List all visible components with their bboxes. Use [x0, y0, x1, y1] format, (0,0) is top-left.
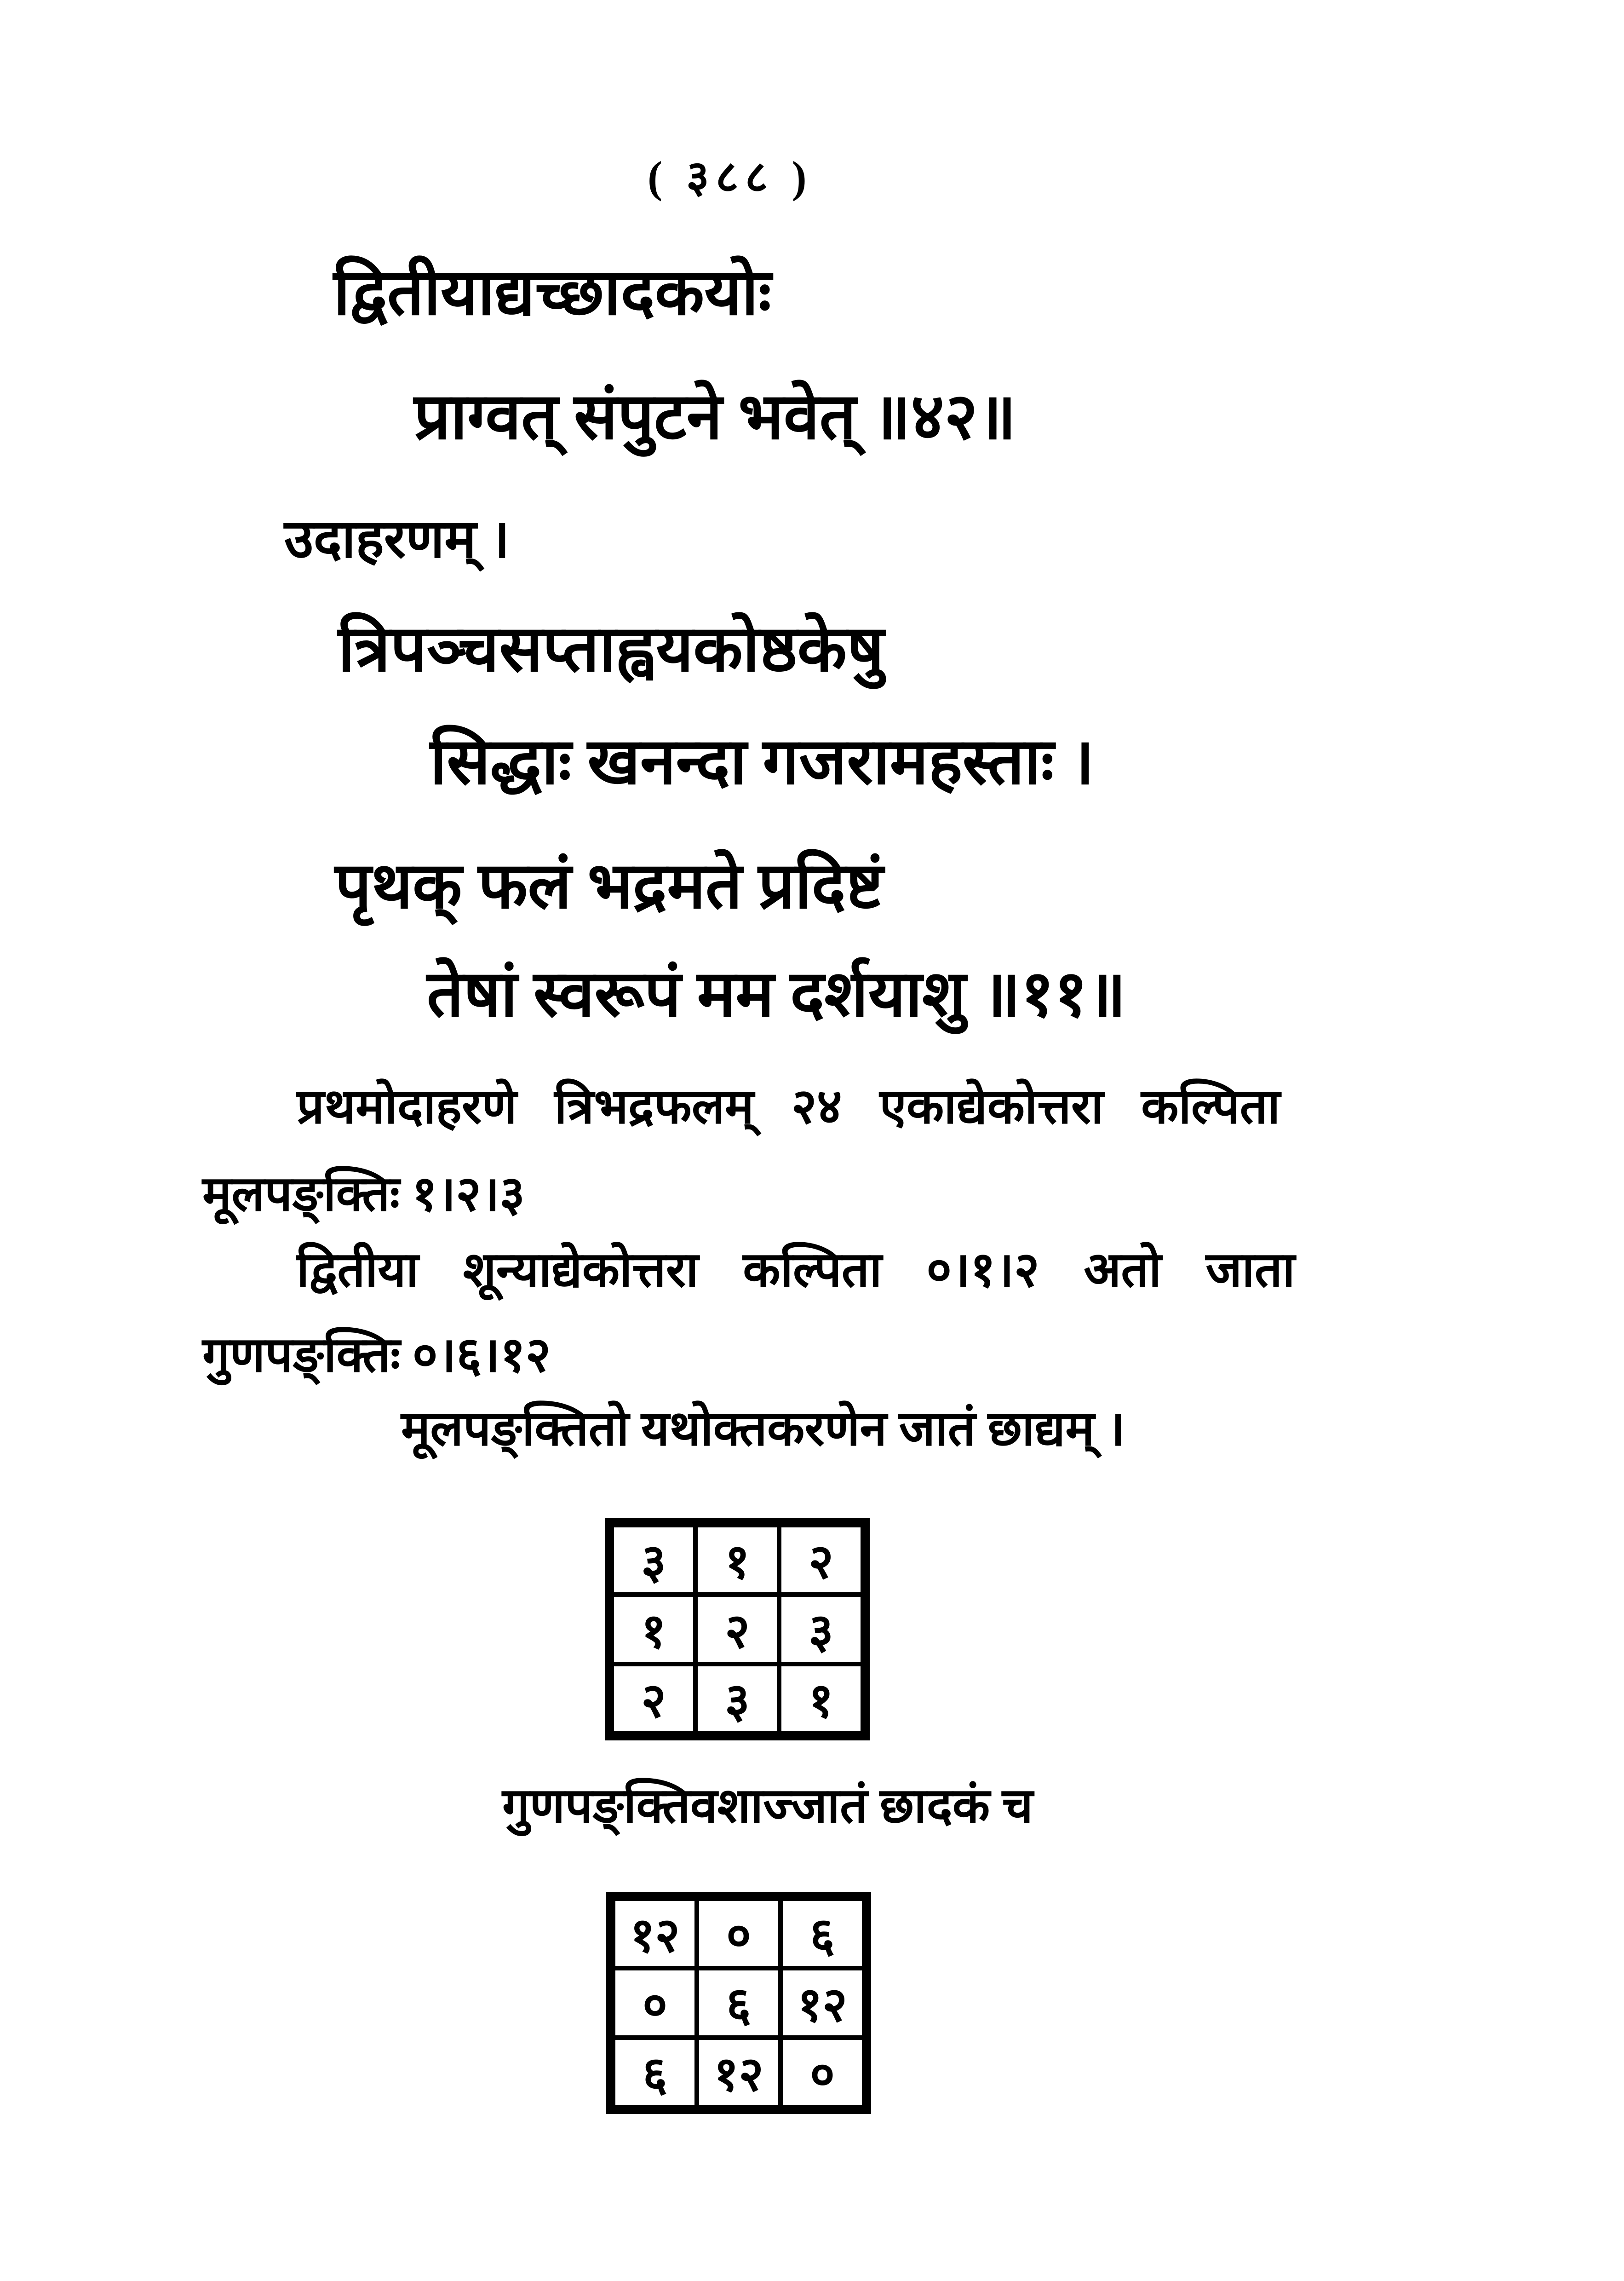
prose-line-5: मूलपङ्क्तितो यथोक्तकरणेन जातं छाद्यम् । — [401, 1402, 1125, 1456]
chadya-grid-cell: १ — [779, 1664, 865, 1736]
chadaka-grid-cell: ६ — [780, 1896, 867, 1968]
chadaka-grid — [606, 1892, 871, 2114]
chadaka-grid-cell: १२ — [780, 1968, 867, 2038]
chadaka-grid-cell: १२ — [611, 1896, 697, 1968]
chadaka-grid-cell: ० — [697, 1896, 780, 1968]
verse-11-line-2: सिद्धाः खनन्दा गजरामहस्ताः । — [430, 726, 1095, 798]
chadya-grid-cell: २ — [779, 1523, 865, 1595]
chadaka-grid-cell: ६ — [611, 2038, 697, 2109]
verse-42-line-2: प्राग्वत् संपुटने भवेत् ॥४२॥ — [414, 381, 1016, 453]
chadya-grid-cell: ३ — [695, 1664, 779, 1736]
chadya-grid-cell: २ — [609, 1664, 695, 1736]
chadaka-grid-cell: १२ — [697, 2038, 780, 2109]
chadaka-grid-cell: ० — [780, 2038, 867, 2109]
chadaka-grid-cell: ६ — [697, 1968, 780, 2038]
chadya-grid-cell: ३ — [609, 1523, 695, 1595]
prose-line-4: गुणपङ्क्तिः ०।६।१२ — [202, 1328, 551, 1382]
chadya-grid-cell: २ — [695, 1595, 779, 1664]
chadaka-grid-row — [611, 2038, 867, 2109]
prose-line-2: मूलपङ्क्तिः १।२।३ — [202, 1167, 525, 1221]
example-heading: उदाहरणम् । — [284, 510, 510, 569]
chadya-grid-row — [609, 1523, 865, 1595]
chadya-grid-cell: ३ — [779, 1595, 865, 1664]
chadya-grid-cell: १ — [695, 1523, 779, 1595]
chadaka-grid-row — [611, 1968, 867, 2038]
prose-line-1: प्रथमोदाहरणे त्रिभद्रफलम् २४ एकाद्येकोत्तरा कल्पिता — [297, 1080, 1280, 1134]
chadaka-grid-row — [611, 1896, 867, 1968]
chadya-grid-row — [609, 1595, 865, 1664]
chadya-grid-cell: १ — [609, 1595, 695, 1664]
verse-42-line-1: द्वितीयाद्यच्छादकयोः — [333, 257, 772, 328]
chadaka-grid-cell: ० — [611, 1968, 697, 2038]
chadya-grid-row — [609, 1664, 865, 1736]
prose-line-3: द्वितीया शून्याद्येकोत्तरा कल्पिता ०।१।२ अतो जाता — [297, 1243, 1295, 1297]
chadya-grid — [605, 1518, 870, 1740]
verse-11-line-4: तेषां स्वरूपं मम दर्शयाशु ॥११॥ — [427, 959, 1126, 1030]
page-number: ( ३८८ ) — [648, 152, 813, 202]
chadaka-grid-caption: गुणपङ्क्तिवशाज्जातं छादकं च — [502, 1779, 1033, 1833]
verse-11-line-1: त्रिपञ्चसप्ताह्वयकोष्ठकेषु — [338, 614, 884, 685]
verse-11-line-3: पृथक् फलं भद्रमते प्रदिष्टं — [335, 851, 884, 922]
